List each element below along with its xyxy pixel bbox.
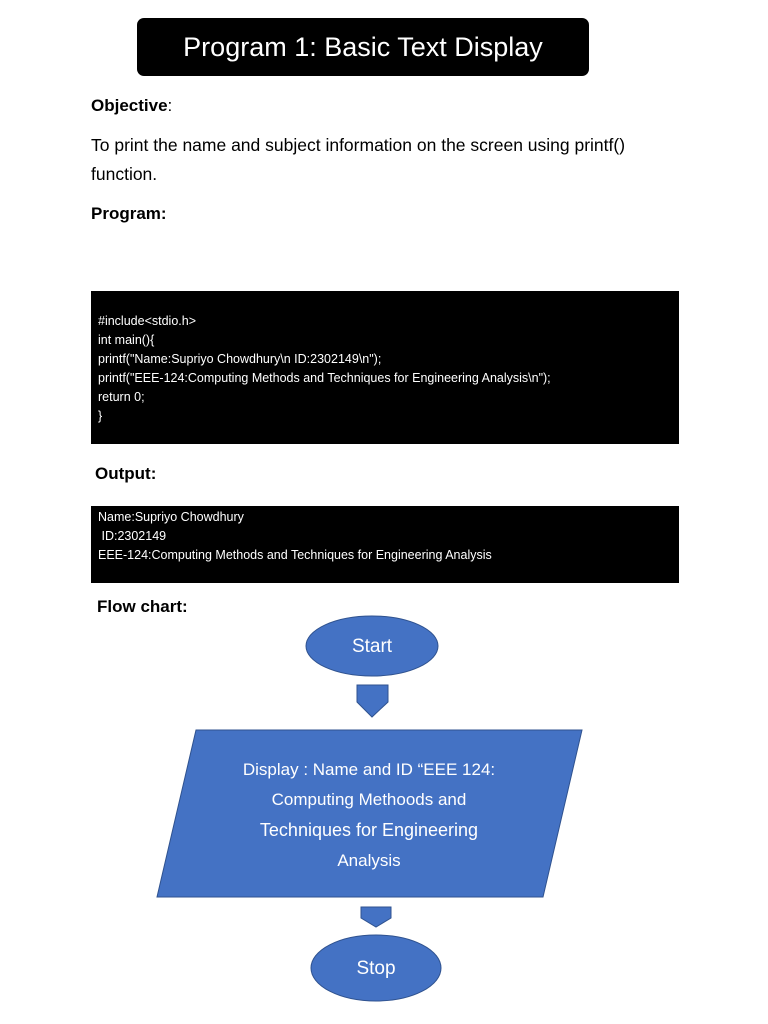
process-line-4: Analysis [337, 851, 401, 870]
code-line: printf("EEE-124:Computing Methods and Techniques for Engineering Analysis\n"); [98, 371, 551, 385]
output-line: EEE-124:Computing Methods and Techniques for Engineering Analysis [98, 548, 492, 562]
output-line: Name:Supriyo Chowdhury [98, 510, 244, 524]
code-line: return 0; [98, 390, 145, 404]
program-heading: Program: [91, 204, 167, 223]
code-line: int main(){ [98, 333, 155, 347]
output-heading: Output: [95, 464, 157, 483]
objective-text-line-2: function. [91, 164, 158, 184]
flowchart-heading: Flow chart: [97, 597, 188, 616]
code-line: printf("Name:Supriyo Chowdhury\n ID:2302149\n"); [98, 352, 382, 366]
output-line: ID:2302149 [98, 529, 167, 543]
objective-colon: : [167, 96, 173, 115]
stop-label: Stop [356, 958, 396, 979]
process-line-3: Techniques for Engineering [259, 820, 479, 840]
process-line-1: Display : Name and ID “EEE 124: [242, 760, 496, 779]
code-line: #include<stdio.h> [98, 314, 196, 328]
code-line: } [98, 409, 103, 423]
process-line-2: Computing Methoods and [271, 790, 467, 809]
start-label: Start [351, 636, 393, 657]
objective-label: Objective [91, 96, 168, 115]
page-title-text: Program 1: Basic Text Display [183, 31, 543, 62]
down-arrow-1 [357, 685, 388, 717]
display-process-box [157, 730, 582, 897]
down-arrow-2 [361, 907, 391, 927]
objective-text-line-1: To print the name and subject information on the screen using printf() [91, 135, 626, 155]
